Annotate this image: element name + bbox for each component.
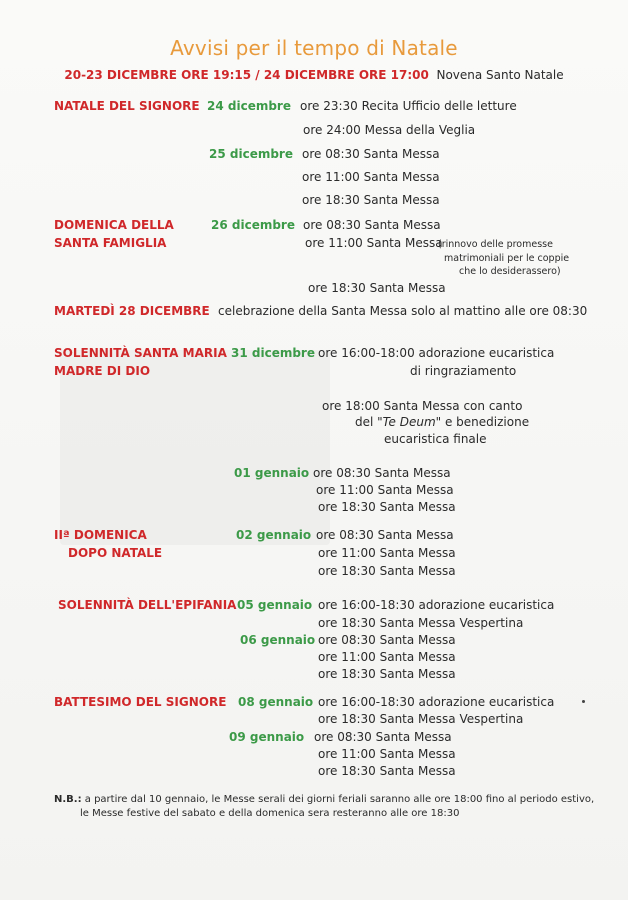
epifania-date-05: 05 gennaio [237, 598, 313, 612]
famiglia-line-3: ore 18:30 Santa Messa [308, 281, 446, 295]
domenica2-line-3: ore 18:30 Santa Messa [318, 564, 456, 578]
maria-line-1b: di ringraziamento [410, 364, 517, 378]
domenica2-date: 02 gennaio [236, 528, 312, 542]
epifania-line-3: ore 08:30 Santa Messa [318, 633, 456, 647]
domenica2-line-2: ore 11:00 Santa Messa [318, 546, 456, 560]
page-title: Avvisi per il tempo di Natale [170, 36, 458, 60]
maria-line-1: ore 16:00-18:00 adorazione eucaristica [318, 346, 555, 360]
natale-line-5: ore 18:30 Santa Messa [302, 193, 440, 207]
battesimo-line-2: ore 18:30 Santa Messa Vespertina [318, 712, 524, 726]
famiglia-heading-2: SANTA FAMIGLIA [54, 236, 167, 250]
epifania-line-2: ore 18:30 Santa Messa Vespertina [318, 616, 524, 630]
natale-date-24: 24 dicembre [207, 99, 291, 113]
natale-line-2: ore 24:00 Messa della Veglia [303, 123, 476, 137]
natale-heading: NATALE DEL SIGNORE [54, 99, 200, 113]
epifania-line-5: ore 18:30 Santa Messa [318, 667, 456, 681]
te-deum-text: "Te Deum" [377, 415, 442, 429]
novena-event: Novena Santo Natale [436, 68, 564, 82]
natale-date-25: 25 dicembre [209, 147, 293, 161]
famiglia-line-1: ore 08:30 Santa Messa [303, 218, 441, 232]
famiglia-heading-1: DOMENICA DELLA [54, 218, 174, 232]
battesimo-date-09: 09 gennaio [229, 730, 305, 744]
famiglia-note-3: che lo desiderassero) [459, 266, 561, 277]
martedi-heading: MARTEDÌ 28 DICEMBRE [54, 304, 210, 318]
battesimo-line-3: ore 08:30 Santa Messa [314, 730, 452, 744]
natale-line-4: ore 11:00 Santa Messa [302, 170, 440, 184]
famiglia-note-2: matrimoniali per le coppie [444, 253, 570, 264]
maria-line-2: ore 18:00 Santa Messa con canto [322, 399, 523, 413]
maria-date-31: 31 dicembre [231, 346, 315, 360]
maria-line-2c: eucaristica finale [384, 432, 487, 446]
maria-date-01: 01 gennaio [234, 466, 310, 480]
battesimo-line-5: ore 18:30 Santa Messa [318, 764, 456, 778]
battesimo-line-4: ore 11:00 Santa Messa [318, 747, 456, 761]
natale-line-1: ore 23:30 Recita Ufficio delle letture [300, 99, 517, 113]
domenica2-line-1: ore 08:30 Santa Messa [316, 528, 454, 542]
novena-line [0, 68, 628, 82]
footnote [54, 793, 594, 821]
maria-heading-1: SOLENNITÀ SANTA MARIA [54, 346, 227, 360]
footnote-label: N.B.: [54, 794, 82, 805]
maria-line-4: ore 11:00 Santa Messa [316, 483, 454, 497]
battesimo-line-1: ore 16:00-18:30 adorazione eucaristica [318, 695, 555, 709]
epifania-date-06: 06 gennaio [240, 633, 316, 647]
battesimo-heading: BATTESIMO DEL SIGNORE [54, 695, 227, 709]
martedi-text: celebrazione della Santa Messa solo al mattino alle ore 08:30 [218, 304, 588, 318]
footnote-line-2: le Messe festive del sabato e della domenica sera resteranno alle ore 18:30 [80, 808, 460, 819]
maria-heading-2: MADRE DI DIO [54, 364, 151, 378]
maria-line-3: ore 08:30 Santa Messa [313, 466, 451, 480]
natale-line-3: ore 08:30 Santa Messa [302, 147, 440, 161]
famiglia-line-2: ore 11:00 Santa Messa [305, 236, 443, 250]
footnote-line-1: N.B.: a partire dal 10 gennaio, le Messe serali dei giorni feriali saranno alle ore 18:00 fino al periodo estivo, [54, 794, 595, 805]
epifania-line-1: ore 16:00-18:30 adorazione eucaristica [318, 598, 555, 612]
battesimo-date-08: 08 gennaio [238, 695, 314, 709]
domenica2-heading-1: IIª DOMENICA [54, 528, 147, 542]
epifania-heading: SOLENNITÀ DELL'EPIFANIA [58, 598, 237, 612]
famiglia-note-1: (rinnovo delle promesse [438, 239, 553, 250]
domenica2-heading-2: DOPO NATALE [68, 546, 163, 560]
famiglia-date: 26 dicembre [211, 218, 295, 232]
bleed-through-shadow [60, 350, 330, 545]
epifania-line-4: ore 11:00 Santa Messa [318, 650, 456, 664]
stray-dot [582, 700, 585, 703]
maria-line-2b: del "Te Deum" e benedizione [355, 415, 530, 429]
maria-line-5: ore 18:30 Santa Messa [318, 500, 456, 514]
novena-dates: 20-23 DICEMBRE ORE 19:15 / 24 DICEMBRE ORE 17:00 [64, 68, 429, 82]
